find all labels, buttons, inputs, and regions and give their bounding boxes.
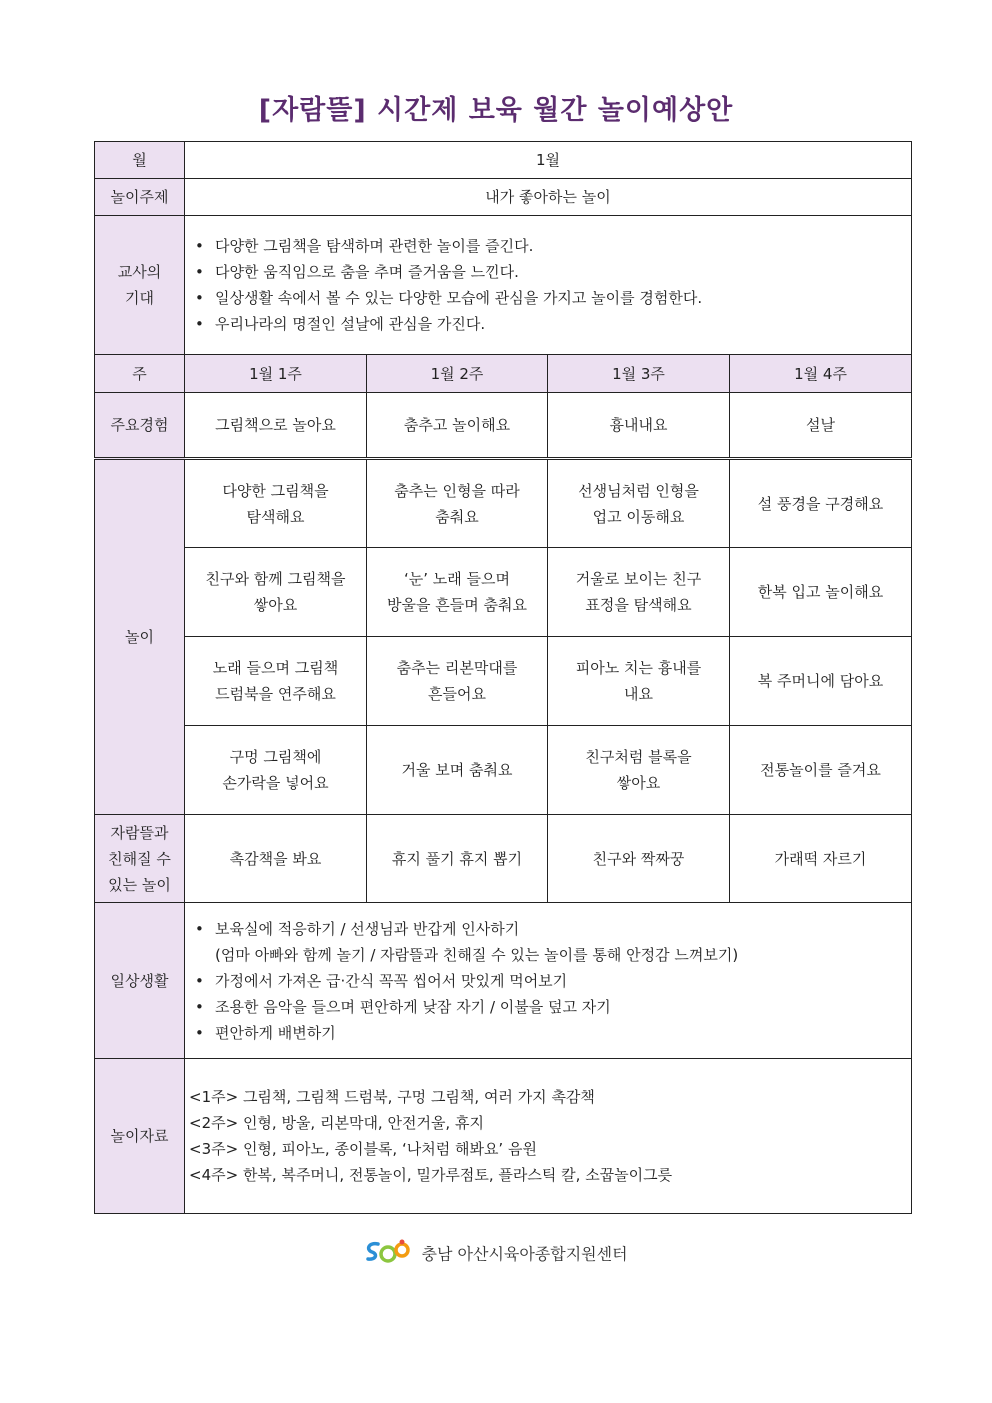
list-item: <4주> 한복, 복주머니, 전통놀이, 밀가루점토, 플라스틱 칼, 소꿉놀이그릇 xyxy=(189,1166,673,1184)
main-experience-cell: 설날 xyxy=(730,393,912,459)
play-cell: 피아노 치는 흉내를 내요 xyxy=(548,637,730,726)
daily-content xyxy=(185,903,912,1059)
play-cell: 선생님처럼 인형을 업고 이동해요 xyxy=(548,459,730,548)
list-item: • 우리나라의 명절인 설날에 관심을 가진다. xyxy=(215,311,907,337)
page-title: [자람뜰] 시간제 보육 월간 놀이예상안 xyxy=(258,95,734,126)
play-cell: 친구와 함께 그림책을 쌓아요 xyxy=(185,548,367,637)
list-item: • 가정에서 가져온 급·간식 꼭꼭 씹어서 맛있게 먹어보기 xyxy=(215,968,907,994)
theme-value: 내가 좋아하는 놀이 xyxy=(185,179,912,216)
theme-row xyxy=(95,179,912,216)
play-cell: 거울로 보이는 친구 표정을 탐색해요 xyxy=(548,548,730,637)
main-experience-cell: 춤추고 놀이해요 xyxy=(367,393,548,459)
list-item: • 편안하게 배변하기 xyxy=(215,1020,907,1046)
bonding-cell: 촉감책을 봐요 xyxy=(185,815,367,903)
play-row xyxy=(95,726,912,815)
footer-org-name: 충남 아산시육아종합지원센터 xyxy=(421,1244,628,1264)
play-cell: 다양한 그림책을 탐색해요 xyxy=(185,459,367,548)
footer xyxy=(0,1238,992,1268)
bonding-cell: 친구와 짝짜꿍 xyxy=(548,815,730,903)
weeks-row xyxy=(95,355,912,393)
daily-row xyxy=(95,903,912,1059)
play-cell: 복 주머니에 담아요 xyxy=(730,637,912,726)
play-cell: 구멍 그림책에 손가락을 넣어요 xyxy=(185,726,367,815)
play-cell: 설 풍경을 구경해요 xyxy=(730,459,912,548)
play-cell: 전통놀이를 즐겨요 xyxy=(730,726,912,815)
week-header: 1월 3주 xyxy=(548,355,730,393)
center-logo-icon xyxy=(364,1238,410,1268)
main-experience-row xyxy=(95,393,912,459)
play-row xyxy=(95,637,912,726)
list-item: <3주> 인형, 피아노, 종이블록, ‘나처럼 해봐요’ 음원 xyxy=(189,1140,537,1158)
play-row xyxy=(95,459,912,548)
materials-row xyxy=(95,1059,912,1214)
expectation-content xyxy=(185,216,912,355)
play-cell: 춤추는 리본막대를 흔들어요 xyxy=(367,637,548,726)
daily-label: 일상생활 xyxy=(95,903,185,1059)
daily-list xyxy=(189,916,907,1046)
bonding-row xyxy=(95,815,912,903)
bonding-cell: 가래떡 자르기 xyxy=(730,815,912,903)
bonding-label: 자람뜰과 친해질 수 있는 놀이 xyxy=(95,815,185,903)
list-item: • 다양한 움직임으로 춤을 추며 즐거움을 느낀다. xyxy=(215,259,907,285)
month-value: 1월 xyxy=(185,142,912,179)
week-header: 1월 2주 xyxy=(367,355,548,393)
month-label: 월 xyxy=(95,142,185,179)
list-item: • 다양한 그림책을 탐색하며 관련한 놀이를 즐긴다. xyxy=(215,233,907,259)
play-label: 놀이 xyxy=(95,459,185,815)
play-cell: 친구처럼 블록을 쌓아요 xyxy=(548,726,730,815)
play-cell: ‘눈’ 노래 들으며 방울을 흔들며 춤춰요 xyxy=(367,548,548,637)
week-header: 1월 4주 xyxy=(730,355,912,393)
materials-content xyxy=(185,1059,912,1214)
materials-label: 놀이자료 xyxy=(95,1059,185,1214)
expectation-label: 교사의 기대 xyxy=(95,216,185,355)
list-item: • 보육실에 적응하기 / 선생님과 반갑게 인사하기 xyxy=(215,916,907,942)
materials-list xyxy=(189,1084,907,1188)
list-item: <2주> 인형, 방울, 리본막대, 안전거울, 휴지 xyxy=(189,1114,484,1132)
play-row xyxy=(95,548,912,637)
theme-label: 놀이주제 xyxy=(95,179,185,216)
weeks-label: 주 xyxy=(95,355,185,393)
play-cell: 거울 보며 춤춰요 xyxy=(367,726,548,815)
bonding-cell: 휴지 풀기 휴지 뽑기 xyxy=(367,815,548,903)
list-item: (엄마 아빠와 함께 놀기 / 자람뜰과 친해질 수 있는 놀이를 통해 안정감 느껴보기) xyxy=(215,945,739,964)
play-cell: 한복 입고 놀이해요 xyxy=(730,548,912,637)
main-experience-label: 주요경험 xyxy=(95,393,185,459)
month-row xyxy=(95,142,912,179)
main-experience-cell: 흉내내요 xyxy=(548,393,730,459)
play-plan-table xyxy=(94,141,912,1214)
expectation-row xyxy=(95,216,912,355)
main-experience-cell: 그림책으로 놀아요 xyxy=(185,393,367,459)
list-item: <1주> 그림책, 그림책 드럼북, 구멍 그림책, 여러 가지 촉감책 xyxy=(189,1088,595,1106)
play-cell: 춤추는 인형을 따라 춤춰요 xyxy=(367,459,548,548)
play-cell: 노래 들으며 그림책 드럼북을 연주해요 xyxy=(185,637,367,726)
week-header: 1월 1주 xyxy=(185,355,367,393)
expectation-list xyxy=(189,233,907,337)
list-item: • 조용한 음악을 들으며 편안하게 낮잠 자기 / 이불을 덮고 자기 xyxy=(215,994,907,1020)
list-item: • 일상생활 속에서 볼 수 있는 다양한 모습에 관심을 가지고 놀이를 경험한다. xyxy=(215,285,907,311)
